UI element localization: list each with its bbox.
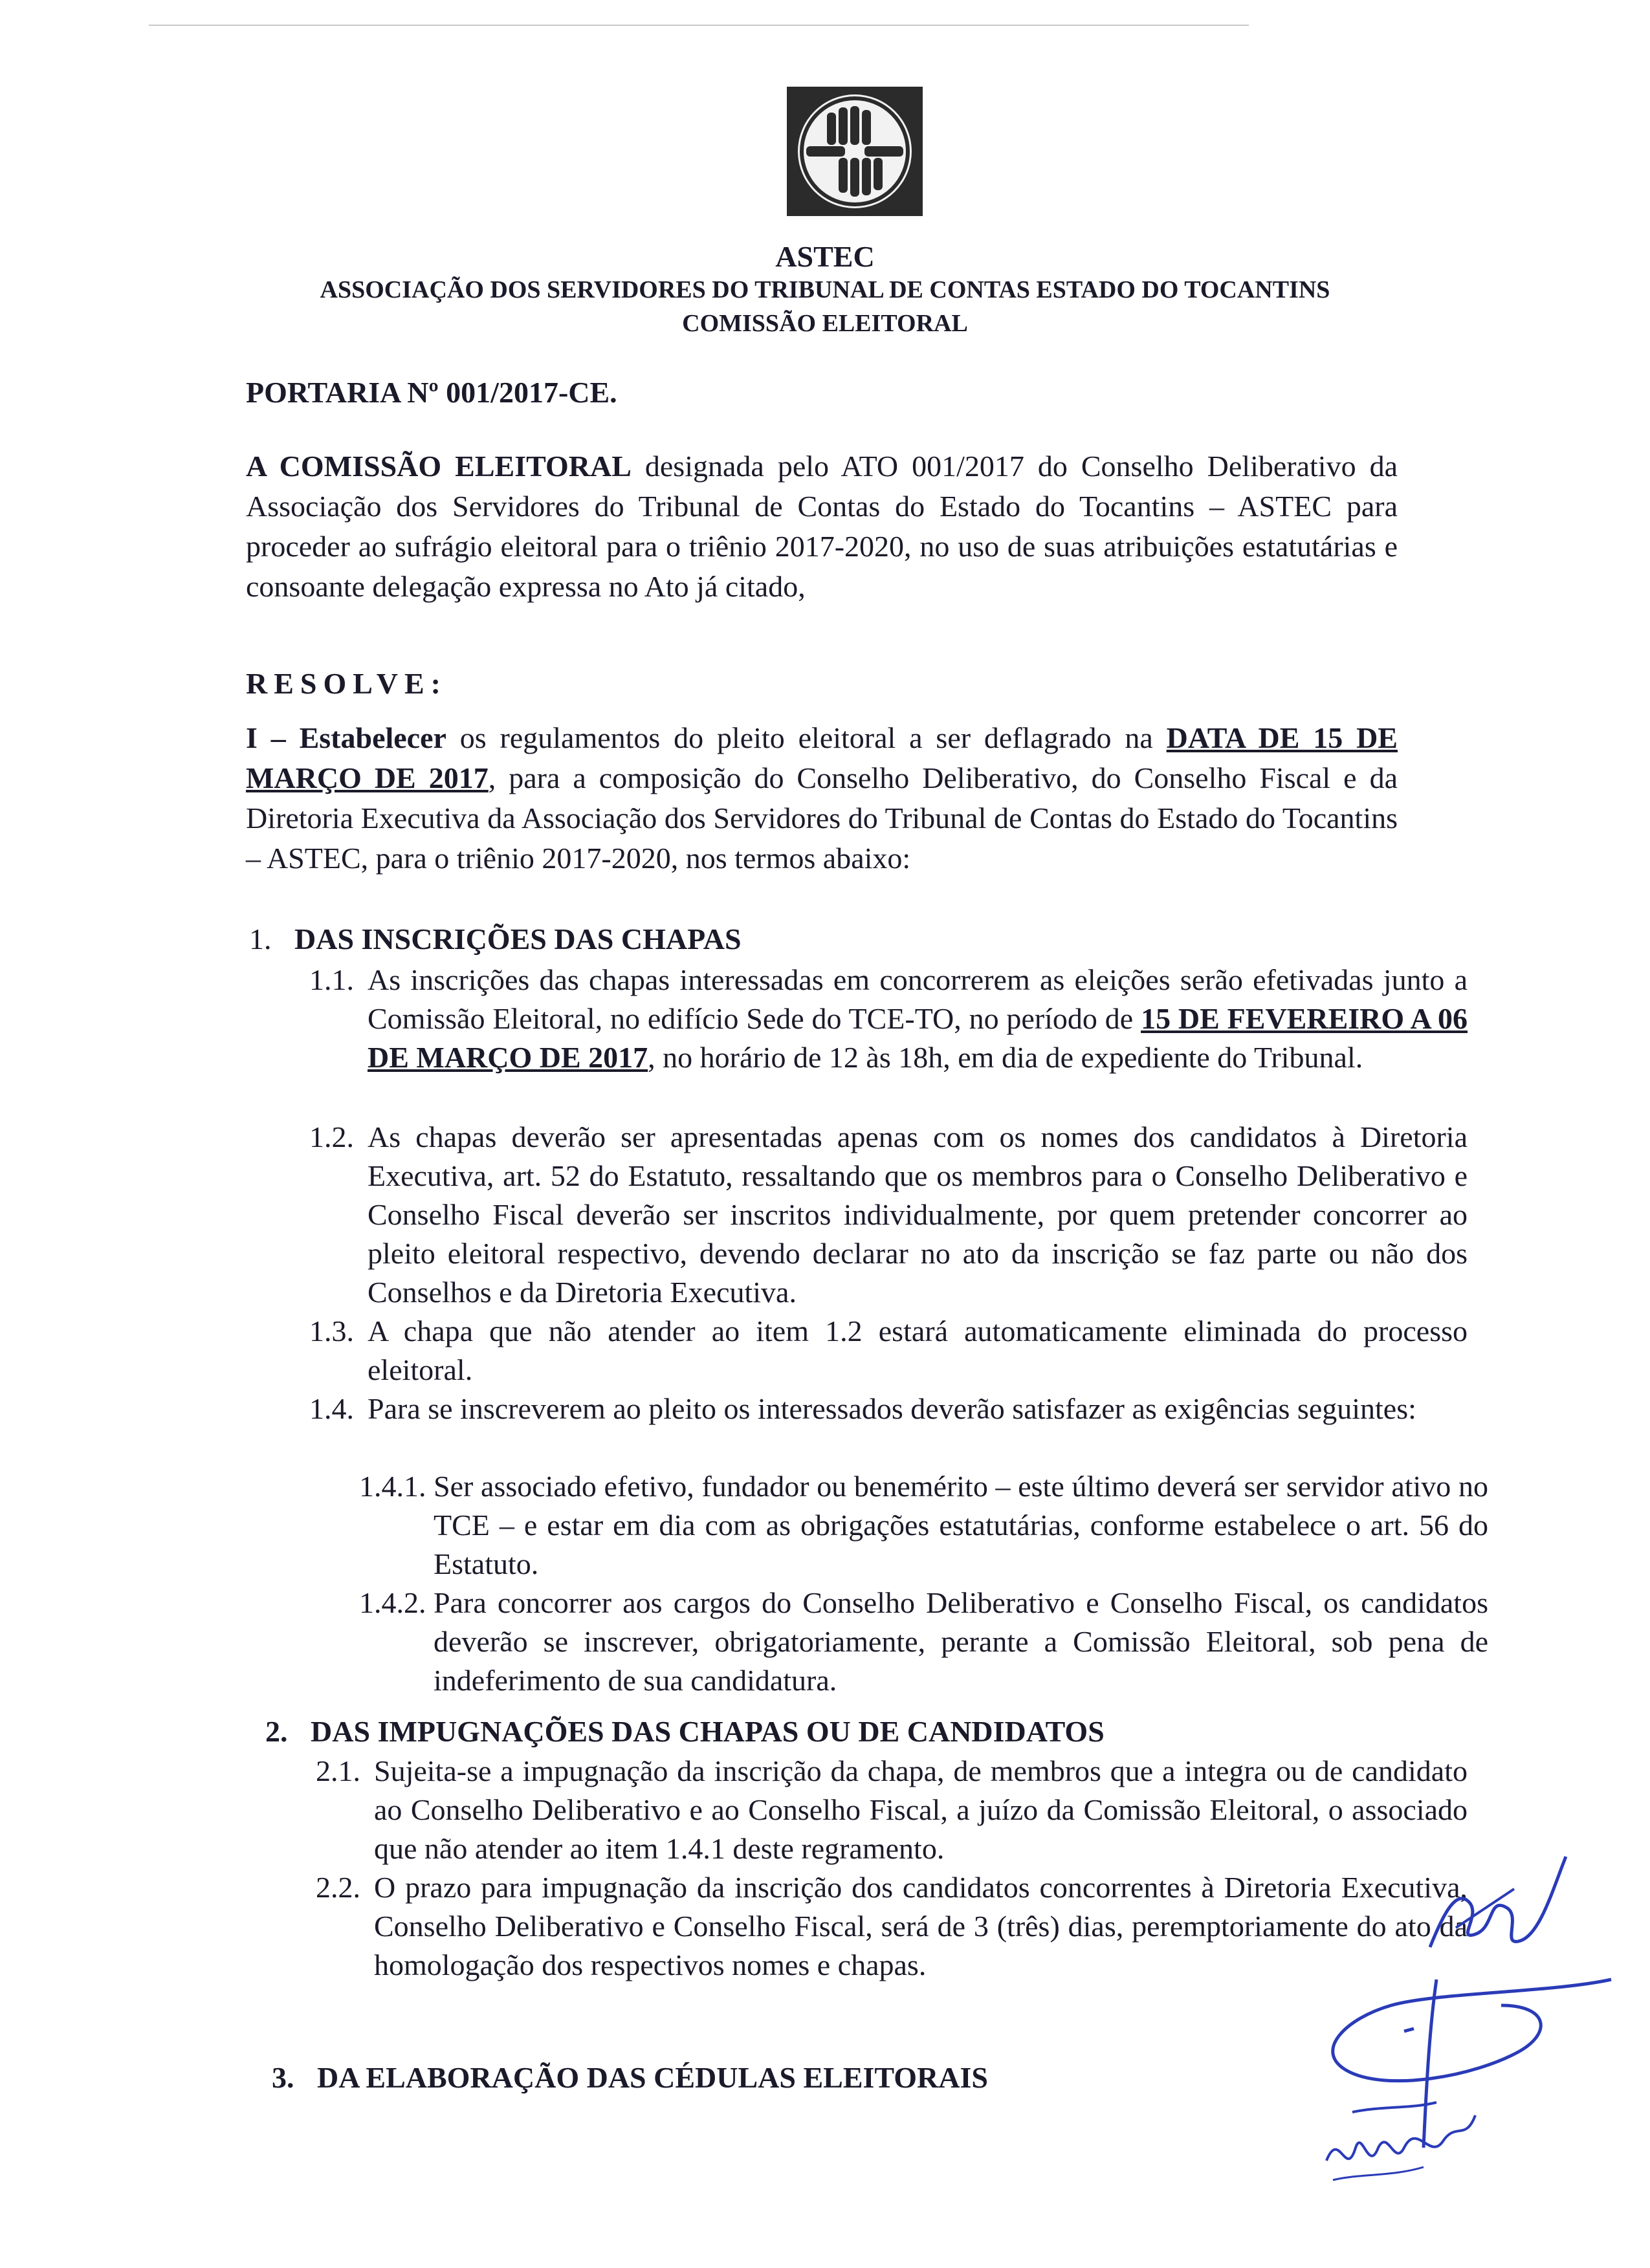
scan-edge-line: [149, 25, 1249, 26]
item-text: O prazo para impugnação da inscrição dos candidatos concorrentes à Diretoria Executiva, Conselho Deliberativo e Conselho Fiscal, será de 3 (três) dias, peremptoriamente do ato da homologação dos respectivos nomes e chapas.: [374, 1871, 1468, 1981]
intro-paragraph: [246, 446, 1398, 607]
section-3-heading: [272, 2060, 988, 2095]
item-number: 2.1.: [316, 1754, 360, 1787]
org-full-name: ASSOCIAÇÃO DOS SERVIDORES DO TRIBUNAL DE CONTAS ESTADO DO TOCANTINS: [320, 276, 1330, 303]
item-number: 1.2.: [309, 1120, 354, 1153]
section-3-number: 3.: [272, 2061, 294, 2094]
item-text: Para se inscreverem ao pleito os interessados deverão satisfazer as exigências seguintes:: [368, 1392, 1416, 1425]
item-text: [368, 961, 1468, 1077]
item-i-pre: os regulamentos do pleito eleitoral a ser deflagrado na: [446, 721, 1167, 754]
item-1-1: [309, 961, 1468, 1077]
item-1-3: [309, 1312, 1468, 1390]
election-date: DATA DE 15 DE MARÇO DE 2017: [246, 721, 1398, 794]
hands-logo-icon: [787, 87, 923, 216]
third-signature: [1320, 2102, 1488, 2199]
item-i-post: , para a composição do Conselho Deliberativo, do Conselho Fiscal e da Diretoria Executiva da Associação dos Servidores do Tribunal de Contas do Estado do Tocantins – ASTEC, para o triênio 2017-2020, nos termos abaixo:: [246, 761, 1398, 875]
item-number: 1.1.: [309, 963, 354, 996]
item-number: 1.3.: [309, 1314, 354, 1347]
item-text-post: , no horário de 12 às 18h, em dia de expediente do Tribunal.: [648, 1041, 1363, 1074]
intro-text: designada pelo ATO 001/2017 do Conselho Deliberativo da Associação dos Servidores do Tribunal de Contas do Estado do Tocantins – ASTEC para proceder ao sufrágio eleitoral para o triênio 2017-2020, no uso de suas atribuições estatutárias e consoante delegação expressa no Ato já citado,: [246, 450, 1398, 603]
item-text: A chapa que não atender ao item 1.2 estará automaticamente eliminada do processo eleitoral.: [368, 1314, 1468, 1386]
item-text: Para concorrer aos cargos do Conselho Deliberativo e Conselho Fiscal, os candidatos deverão se inscrever, obrigatoriamente, perante a Comissão Eleitoral, sob pena de indeferimento de sua candidatura.: [434, 1586, 1488, 1697]
item-1-4: [309, 1390, 1468, 1428]
item-number: 2.2.: [316, 1871, 360, 1904]
section-2-number: 2.: [265, 1715, 288, 1748]
item-1-4-2: [359, 1584, 1488, 1700]
item-number: 1.4.2.: [359, 1586, 426, 1619]
section-1-heading: [249, 922, 742, 956]
item-text: As chapas deverão ser apresentadas apenas com os nomes dos candidatos à Diretoria Executiva, art. 52 do Estatuto, ressaltando que os membros para o Conselho Deliberativo e Conselho Fiscal deverão ser inscritos individualmente, por quem pretender concorrer ao pleito eleitoral respectivo, devendo declarar no ato da inscrição se faz parte ou não dos Conselhos e da Diretoria Executiva.: [368, 1120, 1468, 1309]
item-i-lead: I – Estabelecer: [246, 721, 446, 754]
item-text: Ser associado efetivo, fundador ou benemérito – este último deverá ser servidor ativo no TCE – e estar em dia com as obrigações estatutárias, conforme estabelece o art. 56 do Estatuto.: [434, 1470, 1488, 1580]
section-2-title: DAS IMPUGNAÇÕES DAS CHAPAS OU DE CANDIDATOS: [311, 1715, 1105, 1748]
item-number: 1.4.: [309, 1392, 354, 1425]
item-text: Sujeita-se a impugnação da inscrição da chapa, de membros que a integra ou de candidato ao Conselho Deliberativo e ao Conselho Fiscal, a juízo da Comissão Eleitoral, o associado que não atender ao item 1.4.1 deste regramento.: [374, 1754, 1468, 1865]
org-short-name: ASTEC: [775, 240, 875, 273]
item-i-paragraph: [246, 718, 1398, 878]
item-1-4-1: [359, 1467, 1488, 1584]
item-2-2: [316, 1868, 1468, 1985]
item-2-1: [316, 1752, 1468, 1868]
resolve-heading: RESOLVE:: [246, 667, 447, 700]
portaria-title: PORTARIA Nº 001/2017-CE.: [246, 376, 617, 409]
section-1-title: DAS INSCRIÇÕES DAS CHAPAS: [294, 922, 742, 955]
commission-name: COMISSÃO ELEITORAL: [682, 310, 968, 337]
registration-period: 15 DE FEVEREIRO A 06 DE MARÇO DE 2017: [368, 1002, 1468, 1074]
item-number: 1.4.1.: [359, 1470, 426, 1503]
section-1-number: 1.: [249, 922, 272, 955]
section-3-title: DA ELABORAÇÃO DAS CÉDULAS ELEITORAIS: [317, 2061, 988, 2094]
item-text-pre: As inscrições das chapas interessadas em concorrerem as eleições serão efetivadas junto a Comissão Eleitoral, no edifício Sede do TCE-TO, no período de: [368, 963, 1468, 1035]
section-2-heading: [265, 1714, 1105, 1749]
intro-lead: A COMISSÃO ELEITORAL: [246, 450, 632, 483]
item-1-2: [309, 1118, 1468, 1312]
